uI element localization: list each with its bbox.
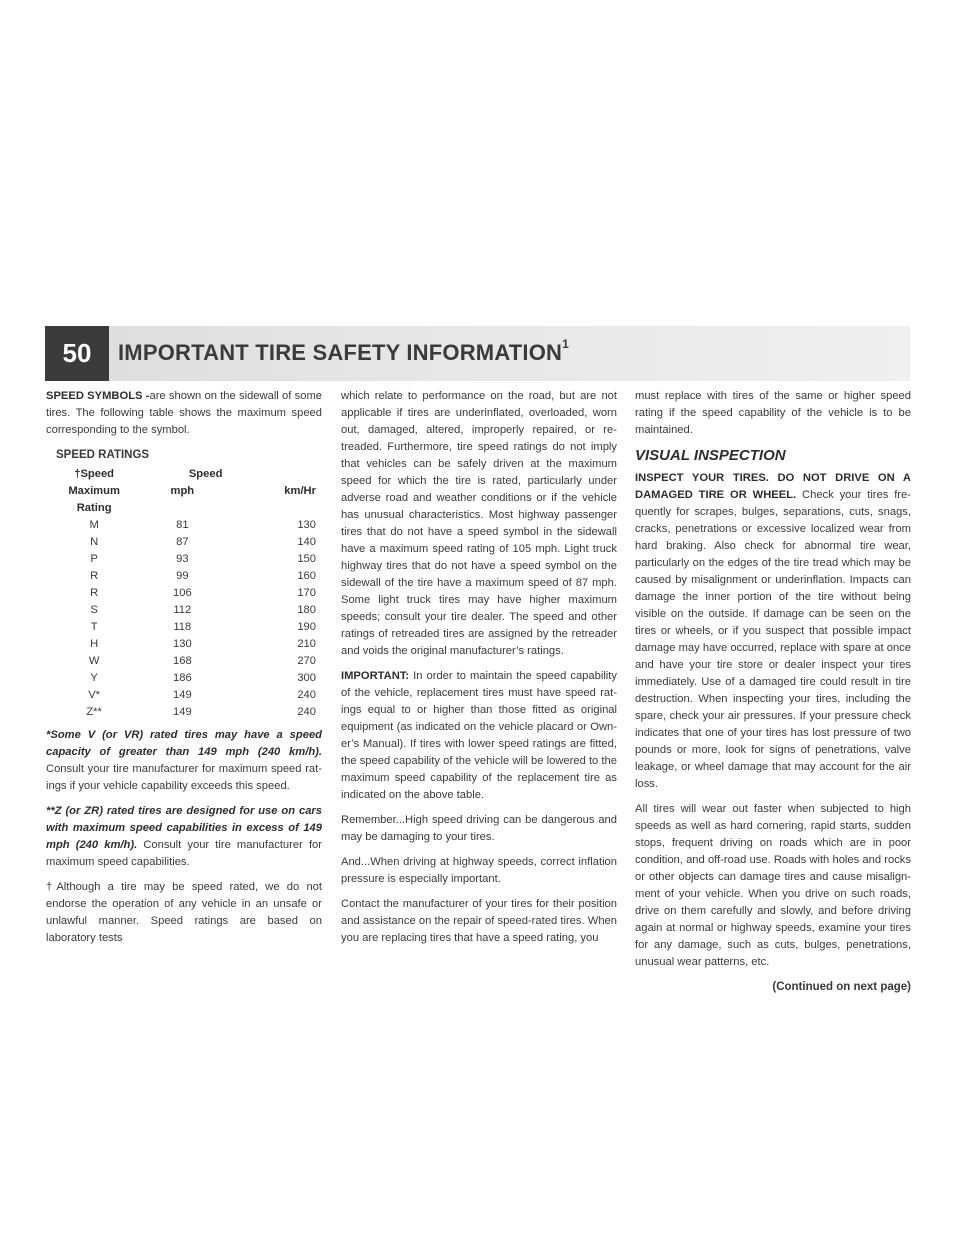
tire-wear-paragraph: All tires will wear out faster when subjected to high speeds as well as hard cornering, rapid starts, sudden stops, frequent driving on roads which are in poor condition, and off-road use. Roads with holes and rocks or other objects can damage tires and cause misalignment of your vehicle. When you drive on such roads, drive on them carefully and slowly, and before driving again at normal or highway speeds, examine your tires for any damage, such as cuts, bulges, penetrations, unusual wear patterns, etc. (635, 803, 911, 968)
speed-kmh: 190 (297, 621, 316, 633)
speed-kmh: 300 (297, 672, 316, 684)
column-right (635, 388, 911, 996)
speed-kmh: 160 (297, 570, 316, 582)
speed-mph: 130 (173, 638, 192, 650)
speed-symbol: M (89, 519, 99, 531)
dagger-note: †Although a tire may be speed rated, we do not endorse the operation of any vehicle in an unsafe or unlawful manner. Speed ratings are based on laboratory tests (46, 881, 322, 944)
speed-kmh: 210 (297, 638, 316, 650)
header-maximum: Maximum (68, 485, 120, 497)
speed-kmh: 270 (297, 655, 316, 667)
speed-symbols-text: are shown on the sidewall of some tires. The following table shows the maximum speed corresponding to the symbol. (46, 390, 322, 436)
speed-symbol: Y (90, 672, 98, 684)
table-header-row (46, 500, 322, 517)
speed-kmh: 240 (297, 689, 316, 701)
contact-manufacturer-paragraph: Contact the manufacturer of your tires for their position and assistance on the repair of speed-rated tires. When you are replacing tires that have a speed rating, you (341, 898, 617, 944)
header-rating: Rating (76, 502, 112, 514)
note-z-rated-text: Consult your tire manufacturer for maximum speed capabilities. (46, 839, 323, 868)
page-title (118, 336, 570, 366)
speed-symbol: V* (88, 689, 101, 701)
table-header-row (46, 466, 322, 483)
speed-mph: 99 (176, 570, 189, 582)
speed-symbol: W (88, 655, 100, 667)
important-paragraph (341, 668, 617, 804)
speed-symbol: R (90, 570, 99, 582)
page-title-text: IMPORTANT TIRE SAFETY INFORMATION (118, 340, 563, 365)
header-kmh: km/Hr (284, 485, 316, 497)
speed-ratings-table (46, 466, 322, 721)
section-title-visual-inspection: VISUAL INSPECTION (635, 447, 786, 464)
table-row (46, 568, 322, 585)
important-text: In order to maintain the speed capability of the vehicle, replacement tires must have speed ratings equal to or higher than those fitted as original equipment (as indicated on the vehicle placard or Owner’s Manual). If tires with lower speed ratings are fitted, the speed capability of the vehicle will be lowered to the maximum speed capability of the replacement tire as indicated on the above table. (341, 670, 617, 801)
inspect-paragraph (635, 470, 911, 793)
note-z-rated (46, 803, 322, 871)
continued-next-page: (Continued on next page) (772, 981, 911, 993)
speed-symbol: R (90, 587, 99, 599)
header-mph: mph (170, 485, 195, 497)
note-v-rated (46, 727, 322, 795)
speed-symbols-lead: SPEED SYMBOLS - (46, 390, 150, 402)
speed-symbol: N (90, 536, 99, 548)
speed-ratings-title: SPEED RATINGS (56, 449, 150, 461)
speed-mph: 87 (176, 536, 189, 548)
speed-kmh: 130 (297, 519, 316, 531)
inspect-lead: INSPECT YOUR TIRES. DO NOT DRIVE ON A DAMAGED TIRE OR WHEEL. (635, 472, 911, 501)
speed-rating-continuation: which relate to performance on the road, but are not applicable if tires are underinflated, overloaded, worn out, damaged, altered, improperly repaired, or retreaded. Furthermore, tire speed ratings do not imply that vehicles can be safely driven at the maximum speed for which the tire is rated, particularly under adverse road and weather conditions or if the vehicle has unusual characteristics. Most highway passenger tires that do not have a speed symbol in the sidewall have a maximum speed rating of 105 mph. Light truck highway tires that do not have a speed symbol on the sidewall of the tire have a maximum speed of 87 mph. Some light truck tires may have higher maximum speeds; consult your tire dealer. The speed and other ratings of retreaded tires are assigned by the retreader and voids the original manufacturer’s ratings. (341, 390, 617, 657)
speed-mph: 118 (173, 621, 192, 633)
speed-symbols-paragraph (46, 388, 322, 439)
speed-kmh: 170 (297, 587, 316, 599)
replace-tires-paragraph: must replace with tires of the same or higher speed rating if the speed capability of the vehicle is to be maintained. (635, 390, 911, 436)
table-row (46, 585, 322, 602)
table-row (46, 551, 322, 568)
page-title-footnote-mark: 1 (562, 336, 570, 351)
inspect-text: Check your tires frequently for scrapes, bulges, separations, cuts, snags, cracks, penetrations or excessive localized wear from hard braking. Also check for abnormal tire wear, particularly on the edges of the tire tread which may be caused by misalignment or underinflation. Impacts can damage the inner portion of the tire without being visible on the outside. If damage can be seen on the tires or wheels, or if you suspect that possible impact damage may have occurred, replace with spare at once and have your tire store or dealer inspect your tires immediately. Use of a damaged tire could result in tire destruction. When inspecting your tires, including the spare, check your air pressures. If your pressure check indicates that one of your tires has lost pressure of two pounds or more, look for signs of penetrations, valve leakage, or wheel damage that may account for the air loss. (635, 489, 911, 790)
note-v-rated-text: Consult your tire manufacturer for maximum speed ratings if your vehicle capability exceeds this speed. (46, 763, 322, 792)
speed-symbol: H (90, 638, 99, 650)
table-row (46, 653, 322, 670)
speed-kmh: 150 (297, 553, 316, 565)
speed-mph: 149 (173, 706, 192, 718)
table-row (46, 602, 322, 619)
table-row (46, 687, 322, 704)
speed-mph: 93 (176, 553, 189, 565)
table-row (46, 517, 322, 534)
speed-kmh: 140 (297, 536, 316, 548)
speed-mph: 112 (173, 604, 192, 616)
column-middle (341, 388, 617, 955)
speed-symbol: Z** (86, 706, 102, 718)
important-lead: IMPORTANT: (341, 670, 410, 682)
page-number: 50 (45, 326, 109, 381)
table-row (46, 534, 322, 551)
table-row (46, 670, 322, 687)
speed-mph: 168 (173, 655, 192, 667)
table-row (46, 704, 322, 721)
speed-mph: 106 (173, 587, 192, 599)
speed-symbol: T (90, 621, 98, 633)
inflation-paragraph: And...When driving at highway speeds, correct inflation pressure is especially important. (341, 856, 617, 885)
table-row (46, 619, 322, 636)
speed-mph: 81 (176, 519, 189, 531)
note-v-rated-bold: *Some V (or VR) rated tires may have a speed capacity of greater than 149 mph (240 km/h). (46, 729, 322, 758)
speed-symbol: S (90, 604, 98, 616)
table-header-row (46, 483, 322, 500)
note-z-rated-bold: **Z (or ZR) rated tires are designed for use on cars with maximum speed capabilities in excess of 149 mph (240 km/h). (46, 805, 322, 851)
remember-paragraph: Remember...High speed driving can be dangerous and may be damaging to your tires. (341, 814, 617, 843)
header-speed-rating-top: †Speed (74, 468, 115, 480)
table-row (46, 636, 322, 653)
speed-mph: 186 (173, 672, 192, 684)
speed-mph: 149 (173, 689, 192, 701)
speed-kmh: 240 (297, 706, 316, 718)
speed-kmh: 180 (297, 604, 316, 616)
column-left (46, 388, 322, 955)
speed-symbol: P (90, 553, 98, 565)
header-speed-top: Speed (188, 468, 223, 480)
